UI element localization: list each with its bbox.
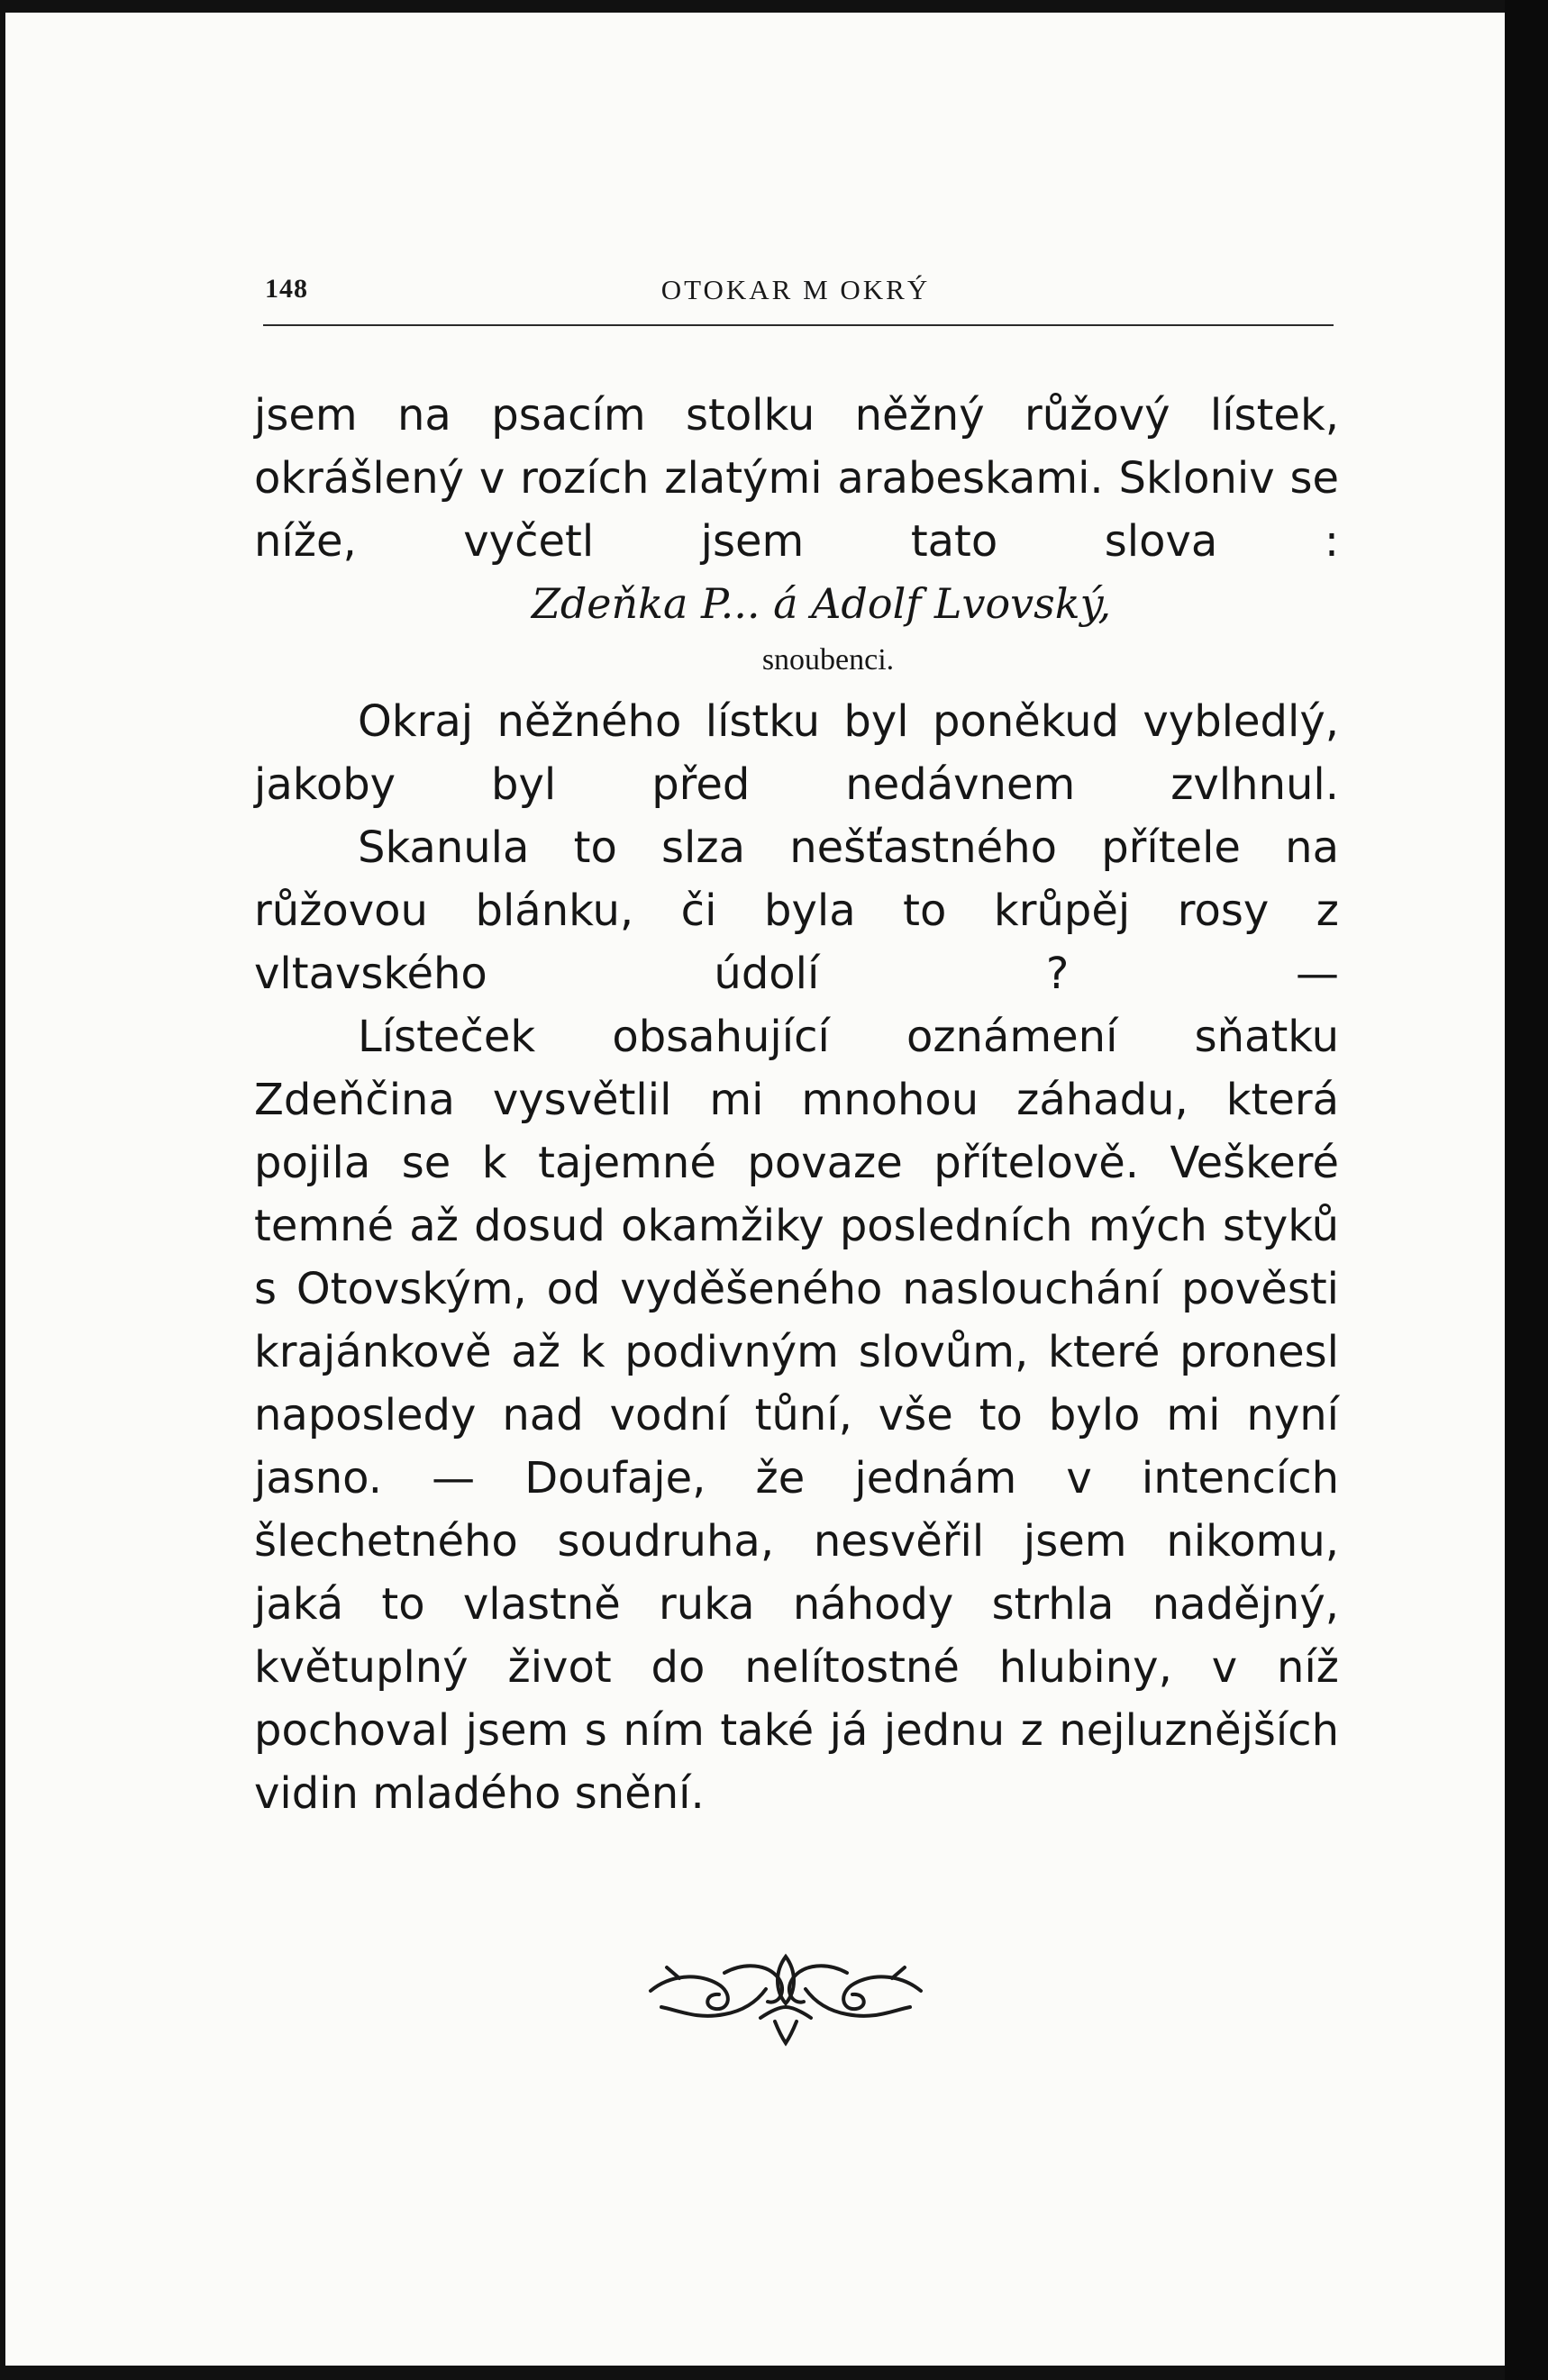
scan-border	[1505, 0, 1548, 2380]
header-rule	[263, 324, 1334, 326]
names-line: Zdeňka P... á Adolf Lvovský,	[531, 579, 1112, 628]
paragraph-1: jsem na psacím stolku něžný růžový lístek, okrášlený v rozích zlatými arabeskami. Skloniv se níže, vyčetl jsem tato slova :	[254, 390, 1339, 567]
body-text	[254, 384, 1339, 1825]
paragraph-4: Lísteček obsahující oznámení sňatku Zdeňčina vysvětlil mi mnohou záhadu, která pojila se k tajemné povaze přítelově. Veškeré temné až dosud okamžiky posledních mých styků s Otovským, od vyděšeného naslouchání pověsti krajánkově až k podivným slovům, které pronesl naposledy nad vodní tůní, vše to bylo mi nyní jasno. — Doufaje, že jednám v intencích šlechetného soudruha, nesvěřil jsem nikomu, jaká to vlastně ruka náhody strhla nadějný, květuplný život do nelítostné hlubiny, v níž pochoval jsem s ním také já jednu z nejluznějších vidin mladého snění.	[254, 1012, 1339, 1819]
running-title: OTOKAR M OKRÝ	[660, 274, 931, 305]
page-header	[260, 270, 1332, 306]
paragraph-2: Okraj něžného lístku byl poněkud vybledlý, jakoby byl před nedávnem zvlhnul.	[254, 696, 1339, 810]
page-number: 148	[265, 274, 308, 304]
subtitle-line: snoubenci.	[761, 643, 895, 677]
vignette-flourish-icon	[643, 1948, 928, 2047]
paragraph-3: Skanula to slza nešťastného přítele na růžovou blánku, či byla to krůpěj rosy z vltavského údolí ? —	[254, 822, 1339, 999]
book-page	[5, 13, 1505, 2366]
